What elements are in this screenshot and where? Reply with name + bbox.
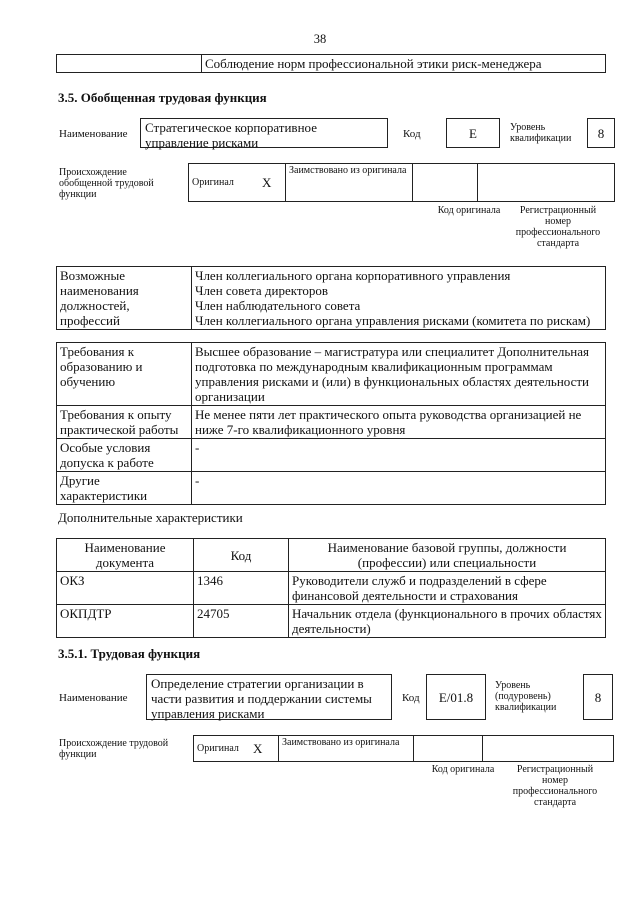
additional-cell: ОКПДТР — [57, 605, 194, 638]
positions-table — [56, 266, 606, 330]
tf-code-value: E/01.8 — [426, 674, 486, 720]
code-original-label: Код оригинала — [437, 205, 501, 216]
section-heading-3-5: 3.5. Обобщенная трудовая функция — [58, 90, 267, 105]
additional-cell: ОКЗ — [57, 572, 194, 605]
additional-cell: Начальник отдела (функционального в прочих областях деятельности) — [289, 605, 606, 638]
borrowed-label: Заимствовано из оригинала — [286, 164, 413, 202]
position-item: Член коллегиального органа корпоративного управления — [195, 268, 511, 283]
name-value: Стратегическое корпоративное управление рисками — [140, 118, 388, 148]
level-label: Уровень квалификации — [510, 122, 572, 144]
positions-list — [192, 267, 606, 330]
requirement-label: Требования к образованию и обучению — [57, 343, 192, 406]
positions-label: Возможные наименования должностей, профессий — [57, 267, 192, 330]
tf-code-original-label: Код оригинала — [431, 764, 495, 775]
section-heading-3-5-1: 3.5.1. Трудовая функция — [58, 646, 201, 661]
tf-level-label: Уровень (подуровень) квалификации — [495, 680, 557, 713]
code-value: E — [446, 118, 500, 148]
requirement-label: Требования к опыту практической работы — [57, 406, 192, 439]
additional-header: Наименование документа — [57, 539, 194, 572]
additional-title: Дополнительные характеристики — [58, 510, 243, 525]
original-mark: X — [259, 164, 286, 202]
tf-original-mark: X — [250, 736, 279, 762]
origin-table — [188, 163, 615, 202]
additional-cell: Руководители служб и подразделений в сфере финансовой деятельности и страхования — [289, 572, 606, 605]
requirement-value: Высшее образование – магистратура или специалитет Дополнительная подготовка по международным квалификационным программам управления рисками и (или) в функциональных областях деятельности организации — [192, 343, 606, 406]
reg-number-label: Регистрационный номер профессионального стандарта — [515, 205, 601, 249]
level-value: 8 — [587, 118, 615, 148]
additional-header: Код — [194, 539, 289, 572]
additional-table — [56, 538, 606, 638]
tf-reg-number-label: Регистрационный номер профессионального стандарта — [512, 764, 598, 808]
requirement-value: - — [192, 472, 606, 505]
tf-original-label: Оригинал — [194, 736, 251, 762]
tf-origin-table — [193, 735, 614, 762]
tf-code-label: Код — [402, 692, 420, 704]
requirement-value: - — [192, 439, 606, 472]
requirement-label: Особые условия допуска к работе — [57, 439, 192, 472]
carry-over-text: Соблюдение норм профессиональной этики риск-менеджера — [202, 55, 606, 73]
position-item: Член коллегиального органа управления рисками (комитета по рискам) — [195, 313, 591, 328]
code-label: Код — [403, 128, 421, 140]
requirements-table — [56, 342, 606, 505]
origin-label: Происхождение обобщенной трудовой функции — [59, 167, 154, 200]
requirement-value: Не менее пяти лет практического опыта руководства организацией не ниже 7-го квалификационного уровня — [192, 406, 606, 439]
requirement-label: Другие характеристики — [57, 472, 192, 505]
tf-level-value: 8 — [583, 674, 613, 720]
additional-cell: 1346 — [194, 572, 289, 605]
page-number: 38 — [313, 32, 327, 46]
name-label: Наименование — [59, 128, 128, 140]
table-row — [57, 572, 606, 605]
tf-name-label: Наименование — [59, 692, 128, 704]
carry-over-table — [56, 54, 606, 73]
position-item: Член совета директоров — [195, 283, 329, 298]
position-item: Член наблюдательного совета — [195, 298, 361, 313]
table-row — [57, 605, 606, 638]
tf-borrowed-label: Заимствовано из оригинала — [279, 736, 414, 762]
additional-header: Наименование базовой группы, должности (профессии) или специальности — [289, 539, 606, 572]
original-label: Оригинал — [189, 164, 260, 202]
additional-cell: 24705 — [194, 605, 289, 638]
tf-name-value: Определение стратегии организации в части развития и поддержании системы управления рисками — [146, 674, 392, 720]
tf-origin-label: Происхождение трудовой функции — [59, 738, 169, 760]
